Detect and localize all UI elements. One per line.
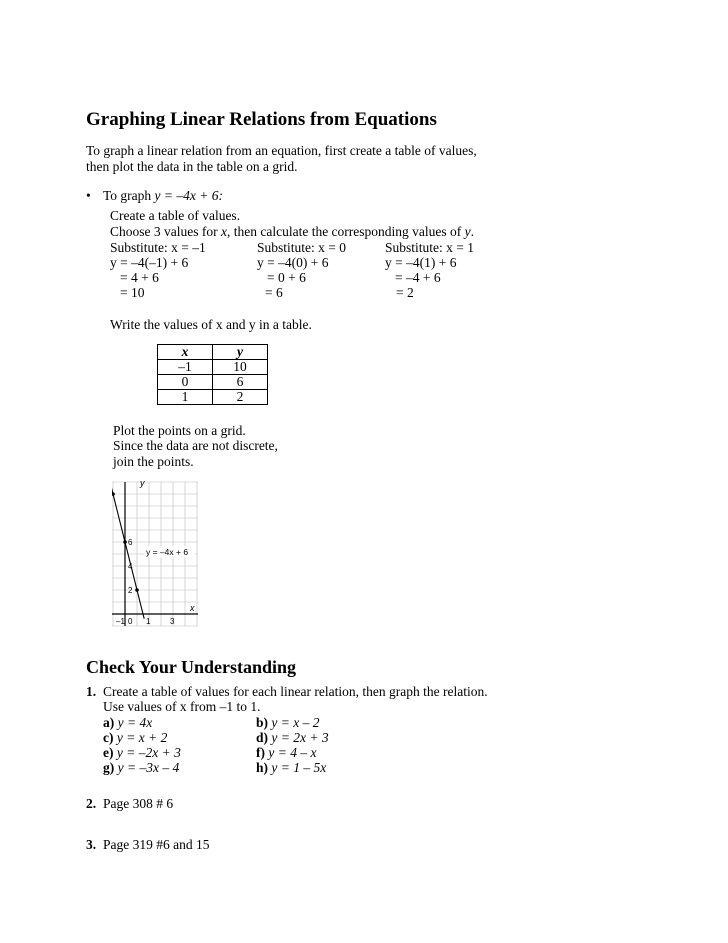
part-f [256, 745, 316, 761]
bullet-heading-pre: To graph [103, 188, 155, 203]
part-h [256, 760, 326, 776]
part-c [103, 730, 167, 746]
part-equation: y = x + 2 [116, 730, 168, 745]
part-g [103, 760, 179, 776]
substitution-line-2a: y = –4(0) + 6 [257, 255, 329, 270]
step-2-pre: Choose 3 values for [110, 224, 221, 239]
q2-text: Page 308 # 6 [103, 796, 174, 811]
part-label: a) [103, 715, 115, 730]
step-2-mid: , then calculate the corresponding values of [226, 224, 465, 239]
bullet-heading-equation: y = –4x + 6: [154, 188, 223, 203]
substitution-line-1a: y = –4(–1) + 6 [110, 255, 189, 270]
table-header-x: x [158, 345, 213, 360]
table-cell: 6 [213, 375, 268, 390]
table-header-y: y [213, 345, 268, 360]
part-label: b) [256, 715, 269, 730]
substitution-line-2b: = 0 + 6 [267, 270, 306, 285]
graph-point [135, 588, 139, 592]
bullet-heading [103, 188, 223, 204]
equation-line [112, 484, 144, 618]
table-cell: 0 [158, 375, 213, 390]
q3-text: Page 319 #6 and 15 [103, 837, 210, 852]
table-header-row [158, 345, 268, 360]
table-intro: Write the values of x and y in a table. [110, 317, 312, 332]
step-2 [110, 224, 474, 240]
values-table [157, 344, 268, 405]
substitution-line-2c: = 6 [265, 285, 283, 300]
substitution-label-3: Substitute: x = 1 [385, 240, 474, 255]
x-tick-0: 0 [128, 617, 133, 626]
table-cell: 2 [213, 390, 268, 405]
part-b [256, 715, 319, 731]
x-tick-3: 3 [170, 617, 175, 626]
table-row [158, 360, 268, 375]
part-equation: y = x – 2 [271, 715, 320, 730]
y-tick-6: 6 [128, 538, 133, 547]
y-tick-2: 2 [128, 586, 133, 595]
part-a [103, 715, 152, 731]
substitution-line-1c: = 10 [120, 285, 145, 300]
step-2-x: x [220, 224, 227, 239]
part-equation: y = 1 – 5x [271, 760, 327, 775]
y-tick-4: 4 [128, 562, 133, 571]
substitution-label-2: Substitute: x = 0 [257, 240, 346, 255]
x-axis-label: x [190, 603, 195, 613]
part-e [103, 745, 181, 761]
part-label: h) [256, 760, 269, 775]
substitution-line-3c: = 2 [396, 285, 414, 300]
x-tick-1: 1 [146, 617, 151, 626]
part-d [256, 730, 329, 746]
q3-number: 3. [86, 837, 97, 852]
substitution-line-3b: = –4 + 6 [395, 270, 441, 285]
substitution-line-3a: y = –4(1) + 6 [385, 255, 457, 270]
part-equation: y = –2x + 3 [116, 745, 181, 760]
plot-text-3: join the points. [113, 454, 194, 469]
x-tick-neg1: –1 [116, 617, 125, 626]
table-cell: 10 [213, 360, 268, 375]
page-title: Graphing Linear Relations from Equations [86, 109, 437, 130]
cyu-title: Check Your Understanding [86, 657, 297, 677]
substitution-label-1: Substitute: x = –1 [110, 240, 206, 255]
part-label: f) [256, 745, 265, 760]
bullet-marker: • [86, 188, 91, 203]
part-equation: y = 4 – x [268, 745, 317, 760]
q1-line-1: Create a table of values for each linear relation, then graph the relation. [103, 684, 488, 699]
intro-line-1: To graph a linear relation from an equation, first create a table of values, [86, 143, 477, 158]
table-cell: –1 [158, 360, 213, 375]
graph-point [112, 492, 115, 496]
step-1: Create a table of values. [110, 208, 241, 223]
equation-label: y = –4x + 6 [146, 547, 189, 557]
q2-number: 2. [86, 796, 97, 811]
substitution-line-1b: = 4 + 6 [120, 270, 159, 285]
plot-text-2: Since the data are not discrete, [113, 438, 278, 453]
step-2-y: y [464, 224, 471, 239]
part-label: g) [103, 760, 115, 775]
part-label: c) [103, 730, 114, 745]
table-row [158, 375, 268, 390]
part-equation: y = 4x [117, 715, 153, 730]
part-label: d) [256, 730, 269, 745]
part-label: e) [103, 745, 114, 760]
plot-text-1: Plot the points on a grid. [113, 423, 246, 438]
table-row [158, 390, 268, 405]
graph-point [123, 540, 127, 544]
step-2-end: . [470, 224, 475, 239]
q1-number: 1. [86, 684, 97, 699]
line-graph [112, 478, 202, 628]
part-equation: y = –3x – 4 [117, 760, 180, 775]
intro-line-2: then plot the data in the table on a grid. [86, 159, 298, 174]
table-cell: 1 [158, 390, 213, 405]
y-axis-label: y [140, 478, 145, 488]
part-equation: y = 2x + 3 [271, 730, 329, 745]
q1-line-2: Use values of x from –1 to 1. [103, 699, 261, 714]
